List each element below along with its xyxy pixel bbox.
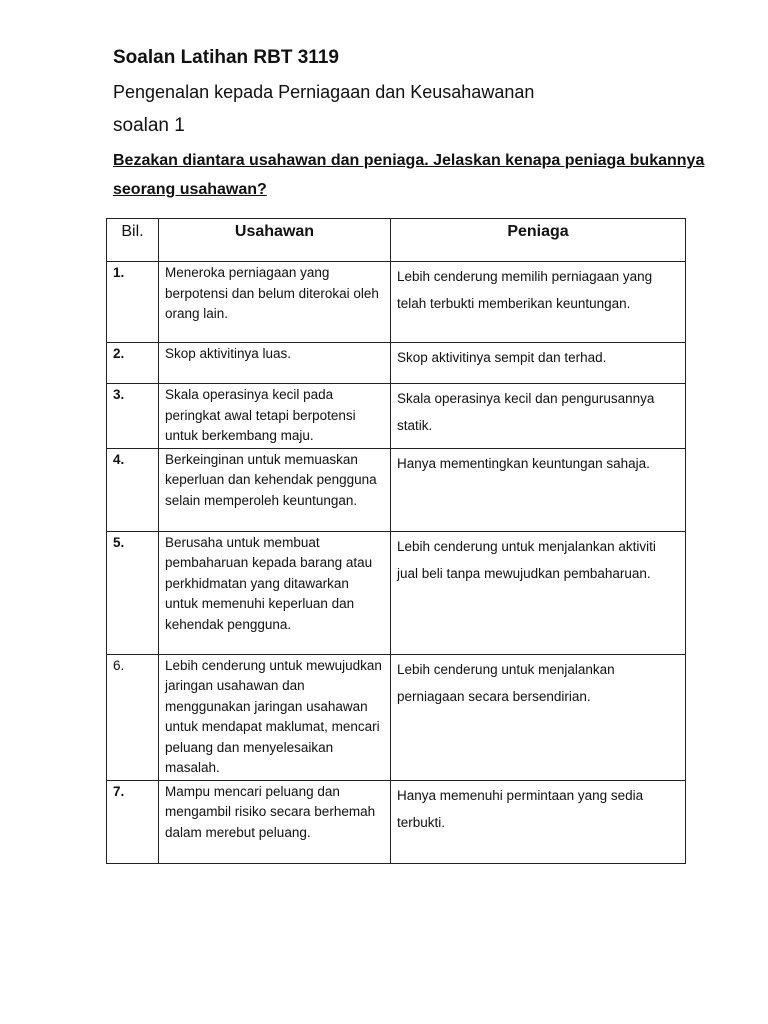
peniaga-cell: Lebih cenderung memilih perniagaan yang telah terbukti memberikan keuntungan. <box>391 262 686 343</box>
peniaga-cell: Lebih cenderung untuk menjalankan perniagaan secara bersendirian. <box>391 654 686 780</box>
table-row <box>107 384 686 449</box>
usahawan-cell: Mampu mencari peluang dan mengambil risiko secara berhemah dalam merebut peluang. <box>159 780 391 863</box>
usahawan-cell: Berusaha untuk membuat pembaharuan kepada barang atau perkhidmatan yang ditawarkan untuk memenuhi keperluan dan kehendak pengguna. <box>159 531 391 654</box>
table-row <box>107 654 686 780</box>
peniaga-cell: Hanya mementingkan keuntungan sahaja. <box>391 448 686 531</box>
table-header-row <box>107 219 686 262</box>
peniaga-cell: Skop aktivitinya sempit dan terhad. <box>391 343 686 384</box>
table-row <box>107 262 686 343</box>
header-usahawan: Usahawan <box>159 219 391 262</box>
comparison-table <box>106 218 686 864</box>
row-number: 4. <box>107 448 159 531</box>
usahawan-cell: Skop aktivitinya luas. <box>159 343 391 384</box>
row-number: 2. <box>107 343 159 384</box>
row-number: 6. <box>107 654 159 780</box>
question-number: soalan 1 <box>113 115 185 136</box>
row-number: 7. <box>107 780 159 863</box>
row-number: 1. <box>107 262 159 343</box>
document-subtitle: Pengenalan kepada Perniagaan dan Keusahawanan <box>113 82 535 102</box>
usahawan-cell: Meneroka perniagaan yang berpotensi dan belum diterokai oleh orang lain. <box>159 262 391 343</box>
usahawan-cell: Skala operasinya kecil pada peringkat awal tetapi berpotensi untuk berkembang maju. <box>159 384 391 449</box>
peniaga-cell: Lebih cenderung untuk menjalankan aktiviti jual beli tanpa mewujudkan pembaharuan. <box>391 531 686 654</box>
peniaga-cell: Hanya memenuhi permintaan yang sedia terbukti. <box>391 780 686 863</box>
row-number: 5. <box>107 531 159 654</box>
question-text: Bezakan diantara usahawan dan peniaga. Jelaskan kenapa peniaga bukannya seorang usahawan? <box>113 152 705 198</box>
table-row <box>107 780 686 863</box>
row-number: 3. <box>107 384 159 449</box>
document-title: Soalan Latihan RBT 3119 <box>113 47 339 68</box>
header-peniaga: Peniaga <box>391 219 686 262</box>
table-row <box>107 343 686 384</box>
usahawan-cell: Lebih cenderung untuk mewujudkan jaringan usahawan dan menggunakan jaringan usahawan untuk mendapat maklumat, mencari peluang dan menyelesaikan masalah. <box>159 654 391 780</box>
peniaga-cell: Skala operasinya kecil dan pengurusannya statik. <box>391 384 686 449</box>
table-row <box>107 531 686 654</box>
header-bil: Bil. <box>107 219 159 262</box>
usahawan-cell: Berkeinginan untuk memuaskan keperluan dan kehendak pengguna selain memperoleh keuntungan. <box>159 448 391 531</box>
table-row <box>107 448 686 531</box>
